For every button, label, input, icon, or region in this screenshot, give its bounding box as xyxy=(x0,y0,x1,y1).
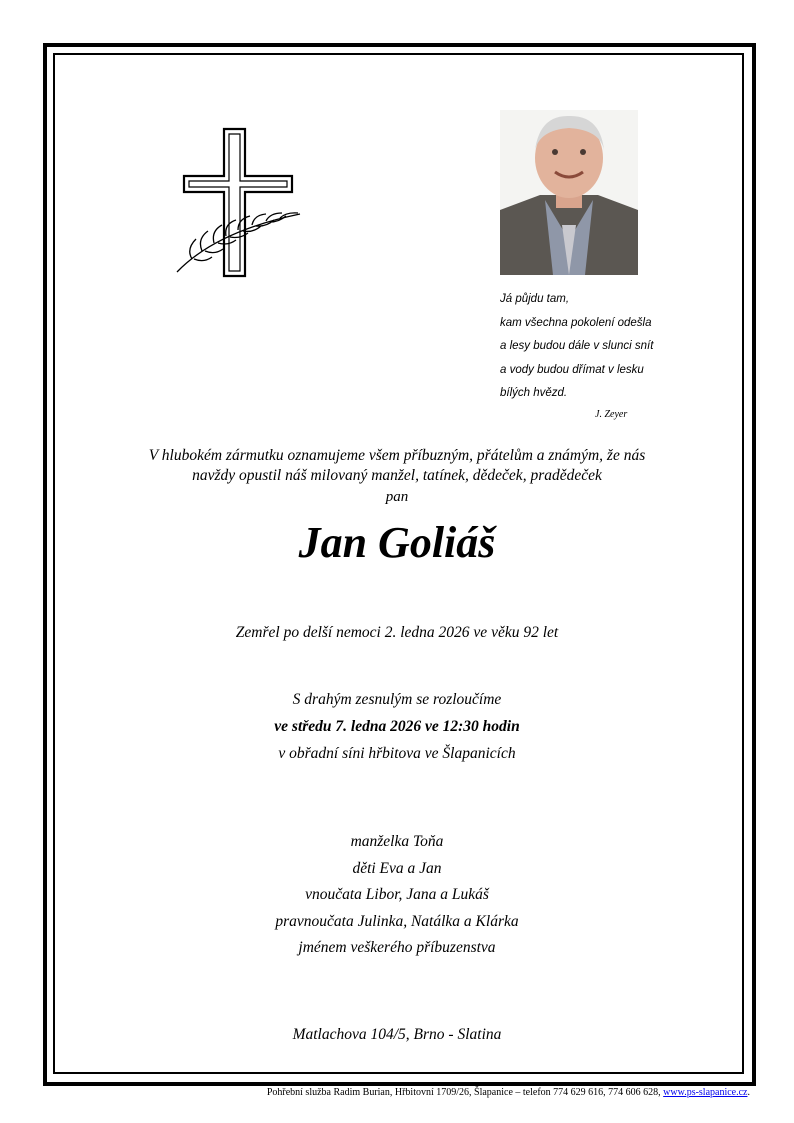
footer-suffix: . xyxy=(747,1087,750,1098)
poem-line: a lesy budou dále v slunci snít xyxy=(500,340,654,352)
portrait-photo xyxy=(500,110,638,275)
title-pan: pan xyxy=(385,489,409,505)
cross-with-palm-icon xyxy=(172,126,312,286)
footer xyxy=(267,1087,750,1098)
death-info: Zemřel po delší nemoci 2. ledna 2026 ve věku 92 let xyxy=(235,624,559,641)
deceased-name: Jan Goliáš xyxy=(298,518,496,567)
intro-text xyxy=(60,446,734,486)
farewell-info xyxy=(60,686,734,767)
family-member: manželka Toňa xyxy=(350,833,444,850)
intro-line: V hlubokém zármutku oznamujeme všem příbuzným, přátelům a známým, že nás xyxy=(148,447,646,464)
poem-author: J. Zeyer xyxy=(595,408,628,420)
poem xyxy=(500,288,700,422)
family-member: děti Eva a Jan xyxy=(352,859,442,877)
poem-line: a vody budou dřímat v lesku xyxy=(500,363,644,376)
poem-line: kam všechna pokolení odešla xyxy=(500,316,652,329)
poem-line: bílých hvězd. xyxy=(500,387,568,399)
intro-line: navždy opustil náš milovaný manžel, tatínek, dědeček, pradědeček xyxy=(192,467,602,484)
footer-website-link[interactable]: www.ps-slapanice.cz xyxy=(663,1087,748,1098)
address: Matlachova 104/5, Brno - Slatina xyxy=(292,1026,502,1043)
family-member: pravnoučata Julinka, Natálka a Klárka xyxy=(275,912,519,930)
poem-line: Já půjdu tam, xyxy=(500,293,570,305)
footer-text: Pohřební služba Radim Burian, Hřbitovní 1709/26, Šlapanice – telefon 774 629 616, 774 606 628, xyxy=(266,1087,664,1098)
family-member: jménem veškerého příbuzenstva xyxy=(298,939,496,956)
family-member: vnoučata Libor, Jana a Lukáš xyxy=(305,886,489,903)
farewell-date-time: ve středu 7. ledna 2026 ve 12:30 hodin xyxy=(274,718,520,735)
farewell-line: S drahým zesnulým se rozloučíme xyxy=(292,691,502,708)
farewell-place: v obřadní síni hřbitova ve Šlapanicích xyxy=(278,745,516,762)
family-list xyxy=(60,829,734,962)
